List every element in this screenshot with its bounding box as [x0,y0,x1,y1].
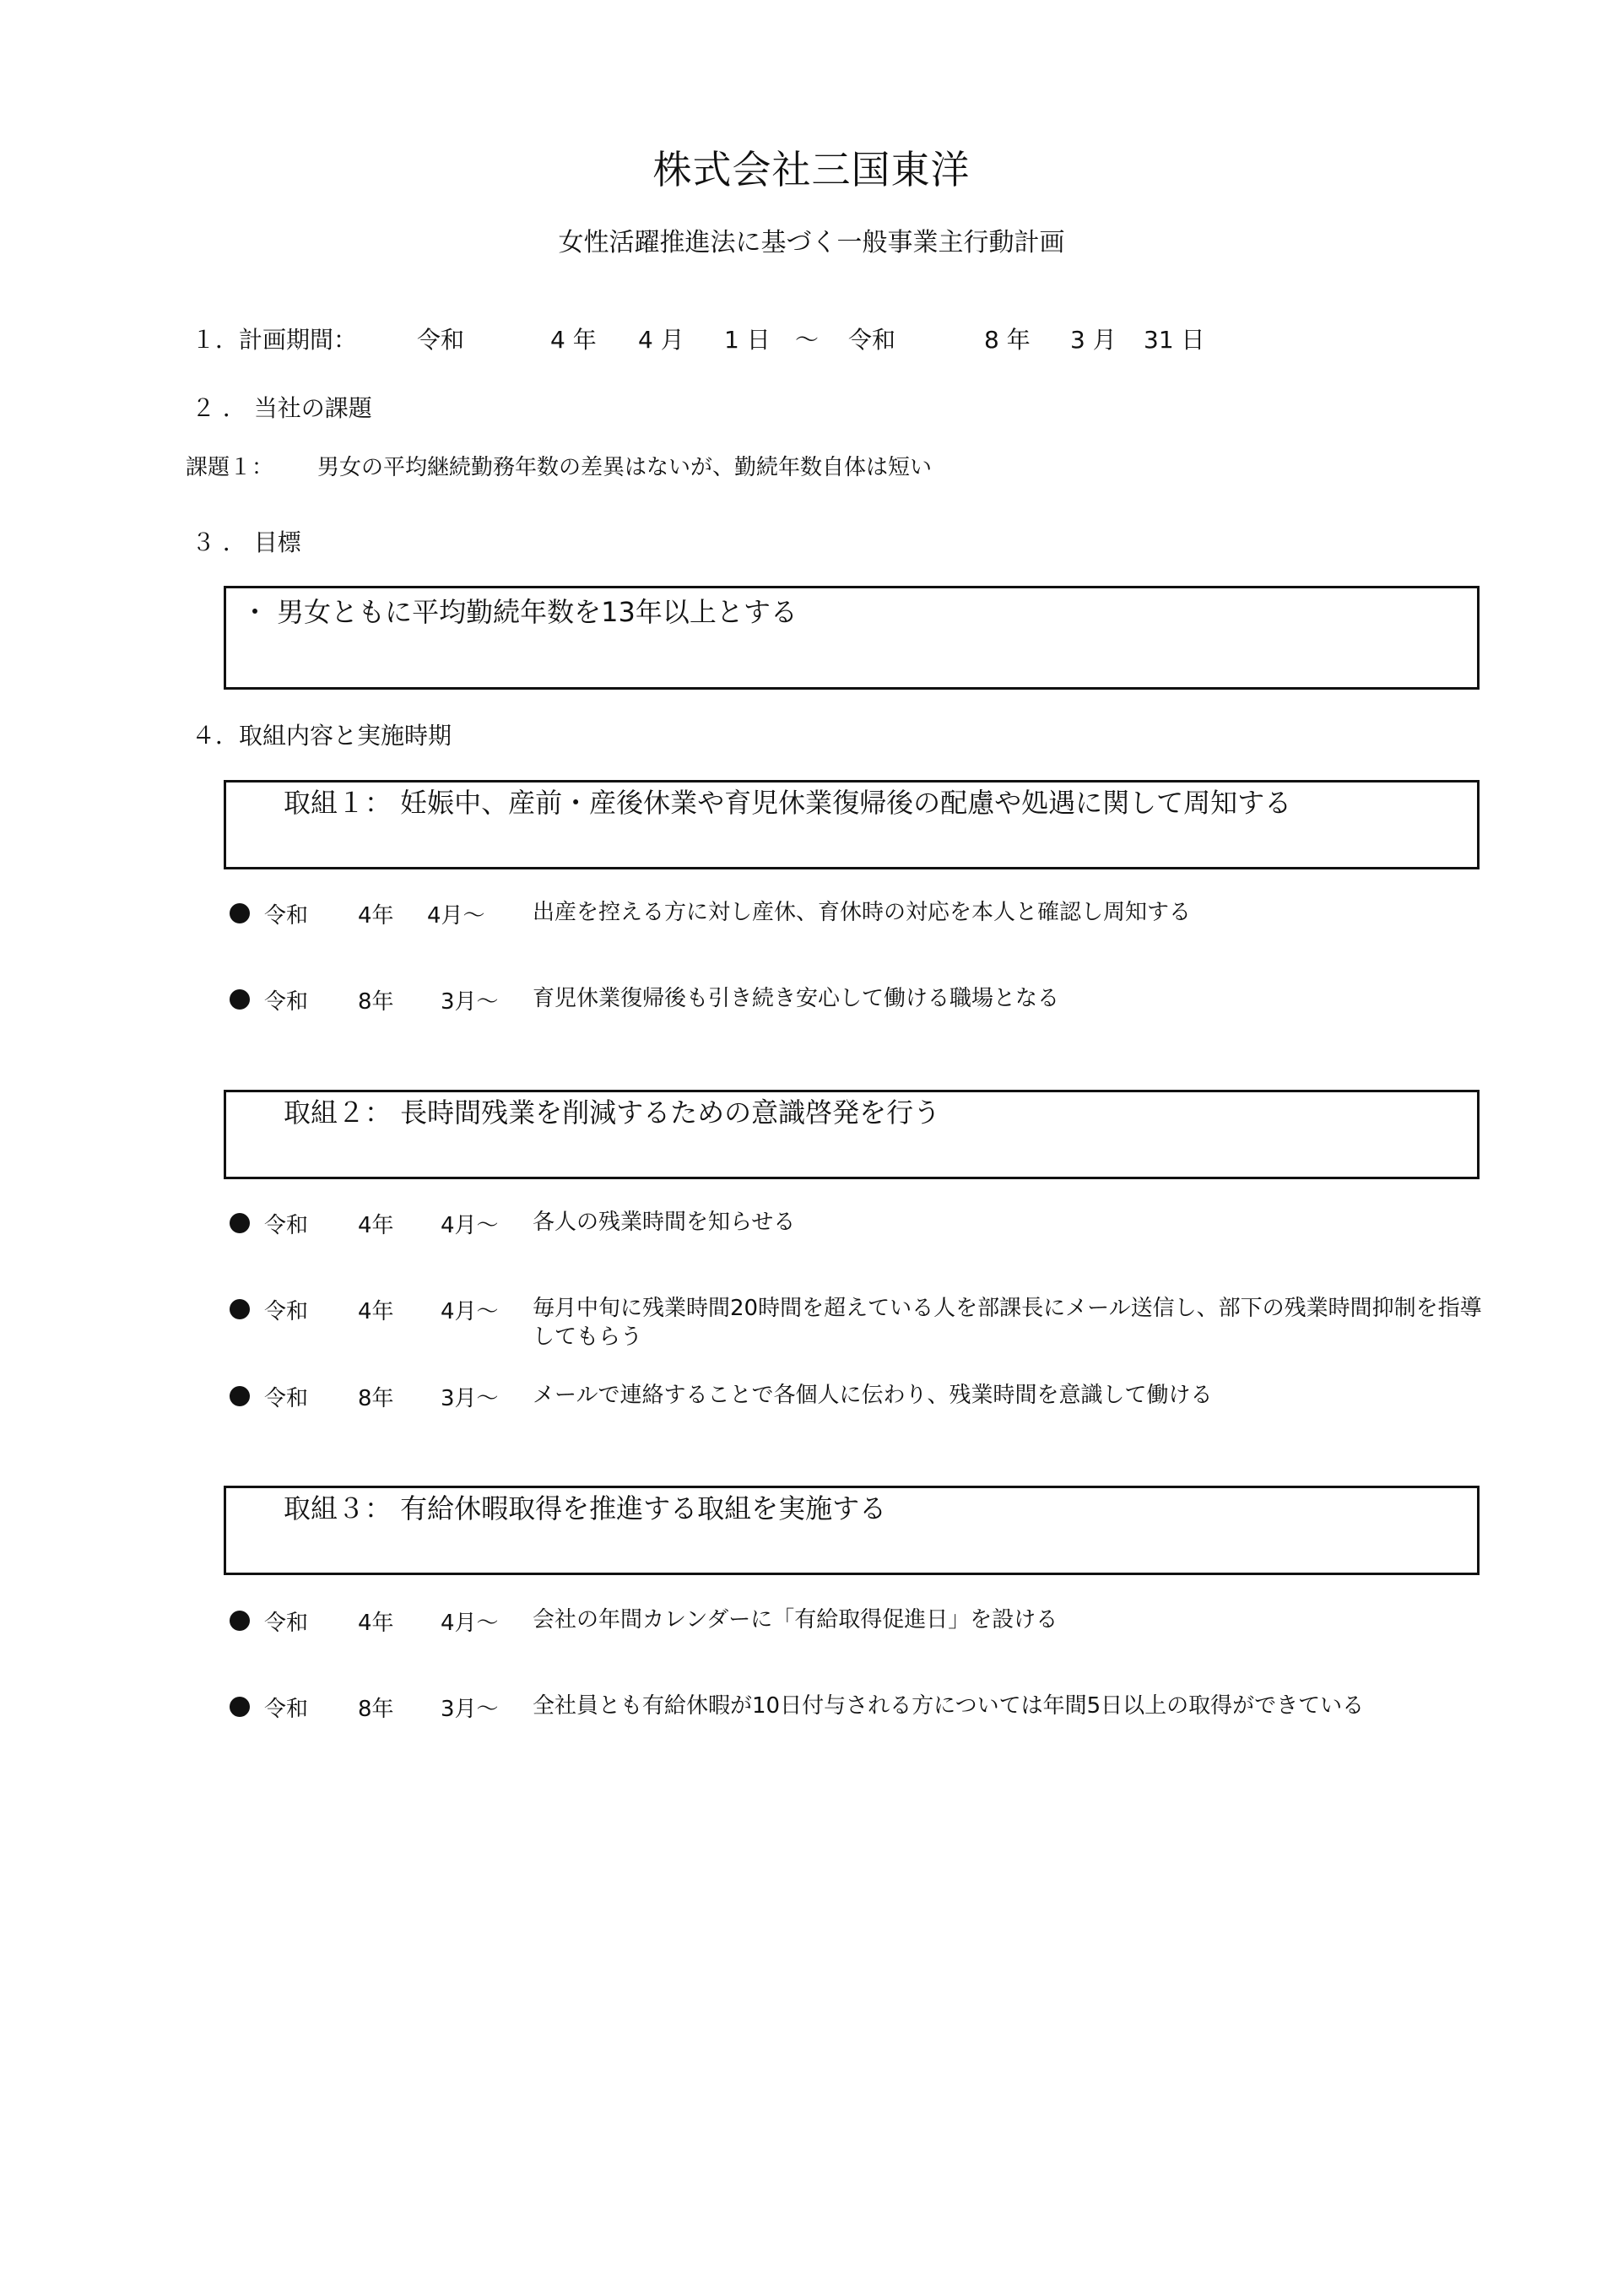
initiative-1-box [224,780,1480,869]
item-year: 4年 [358,903,394,929]
goal-text: ・ 男女ともに平均勤続年数を13年以上とする [241,596,798,628]
item-text: 全社員とも有給休暇が10日付与される方については年間5日以上の取得ができている [533,1693,1365,1719]
initiative-3-title: 取組３： 有給休暇取得を推進する取組を実施する [284,1492,887,1524]
item-year: 8年 [358,1386,394,1411]
start-day: 1 日 [724,326,771,354]
company-name: 株式会社三国東洋 [652,147,971,192]
item-month: 3月～ [441,989,499,1015]
item-text: 各人の残業時間を知らせる [533,1210,796,1235]
initiative-2-title: 取組２： 長時間残業を削減するための意識啓発を行う [284,1097,941,1129]
bullet-icon [230,1697,250,1717]
item-year: 8年 [358,989,394,1015]
plan-period-label: １．計画期間： [192,326,358,354]
item-era: 令和 [264,1386,309,1411]
end-year: 8 年 [984,326,1031,354]
item-era: 令和 [264,1697,309,1722]
bullet-icon [230,1611,250,1631]
end-day: 31 日 [1144,326,1205,354]
bullet-icon [230,1299,250,1319]
item-text: メールで連絡することで各個人に伝わり、残業時間を意識して働ける [533,1383,1213,1408]
bullet-icon [230,989,250,1010]
bullet-icon [230,903,250,923]
issue-1-label: 課題１： [186,455,274,480]
start-year: 4 年 [550,326,597,354]
item-era: 令和 [264,903,309,929]
item-era: 令和 [264,1611,309,1636]
issue-1-text: 男女の平均継続勤務年数の差異はないが、勤続年数自体は短い [317,455,933,480]
item-year: 4年 [358,1213,394,1238]
period-tilde: ～ [795,326,820,354]
item-text: 出産を控える方に対し産休、育休時の対応を本人と確認し周知する [533,900,1192,925]
item-month: 4月～ [441,1299,499,1324]
item-text: 育児休業復帰後も引き続き安心して働ける職場となる [533,986,1060,1011]
start-era: 令和 [417,326,465,354]
issues-heading: ２ ． 当社の課題 [192,394,372,422]
item-month: 3月～ [441,1386,499,1411]
item-month: 4月～ [427,903,485,929]
initiative-3-box [224,1486,1480,1575]
bullet-icon [230,1386,250,1406]
end-month: 3 月 [1070,326,1117,354]
item-year: 4年 [358,1299,394,1324]
goal-box [224,586,1480,690]
item-month: 4月～ [441,1611,499,1636]
item-text: 毎月中旬に残業時間20時間を超えている人を部課長にメール送信し、部下の残業時間抑制を指導してもらう [533,1296,1482,1351]
start-month: 4 月 [638,326,684,354]
initiative-1-title: 取組１： 妊娠中、産前・産後休業や育児休業復帰後の配慮や処遇に関して周知する [284,787,1292,819]
item-text: 会社の年間カレンダーに「有給取得促進日」を設ける [533,1607,1058,1633]
item-month: 4月～ [441,1213,499,1238]
item-year: 8年 [358,1697,394,1722]
end-era: 令和 [848,326,896,354]
goal-heading: ３ ． 目標 [192,528,301,556]
item-era: 令和 [264,1213,309,1238]
initiative-2-box [224,1090,1480,1179]
item-month: 3月～ [441,1697,499,1722]
initiatives-heading: ４．取組内容と実施時期 [192,722,452,750]
bullet-icon [230,1213,250,1233]
item-era: 令和 [264,989,309,1015]
item-era: 令和 [264,1299,309,1324]
document-subtitle: 女性活躍推進法に基づく一般事業主行動計画 [558,228,1065,257]
item-year: 4年 [358,1611,394,1636]
